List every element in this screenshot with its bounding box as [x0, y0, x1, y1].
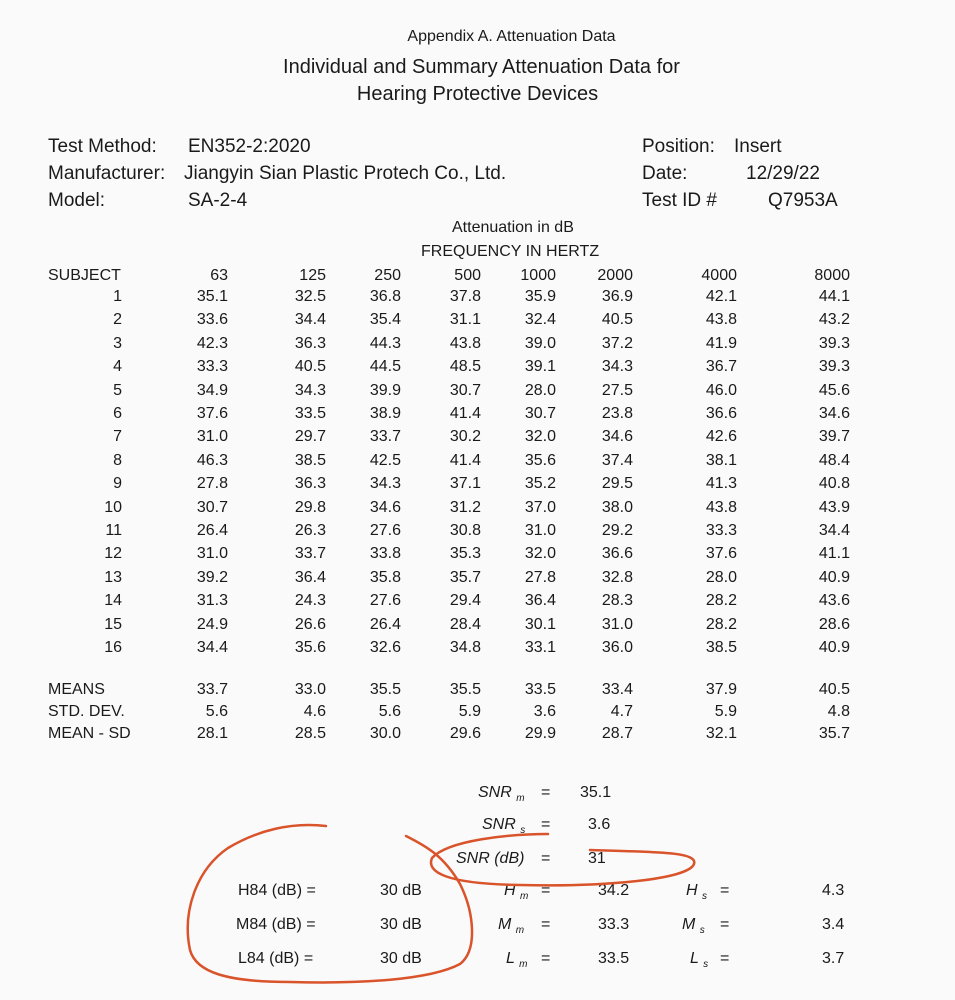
frequency-header-1000: 1000 [520, 267, 556, 284]
table-cell: 34.8 [449, 639, 481, 656]
table-cell: 28.0 [705, 568, 737, 586]
table-cell: 44.3 [369, 334, 401, 352]
title-line-1: Individual and Summary Attenuation Data for [283, 56, 680, 78]
stats-row-label: MEAN - SD [48, 725, 131, 742]
table-cell: 33.7 [369, 428, 401, 446]
table-cell: 30.7 [449, 381, 481, 399]
stats-cell: 4.7 [610, 703, 633, 720]
table-cell: 38.9 [369, 405, 401, 422]
table-cell: 39.9 [369, 381, 401, 399]
hs-label: H $_s$ [686, 882, 708, 903]
table-cell: 43.8 [705, 311, 737, 329]
table-cell: 30.1 [524, 615, 556, 633]
test-id-label: Test ID # [642, 190, 717, 211]
table-cell: 37.6 [705, 545, 737, 563]
subject-id: 4 [113, 358, 122, 376]
table-cell: 28.4 [449, 615, 481, 633]
table-cell: 38.5 [294, 451, 326, 469]
table-cell: 26.3 [294, 522, 326, 539]
table-cell: 32.6 [369, 639, 401, 656]
table-cell: 29.8 [294, 498, 326, 516]
table-cell: 40.5 [601, 311, 633, 329]
table-cell: 37.1 [449, 475, 481, 493]
snr-m-value: 35.1 [580, 784, 612, 801]
subject-id: 14 [104, 592, 122, 610]
snr-m-label: SNR $_m$ [478, 784, 525, 805]
hm-equals: = [541, 882, 551, 899]
l84-value: 30 dB [380, 950, 422, 967]
ls-value: 3.7 [822, 950, 845, 967]
table-cell: 36.7 [705, 358, 737, 376]
test-method-value: EN352-2:2020 [188, 136, 311, 157]
stats-cell: 4.6 [303, 703, 326, 720]
mm-equals: = [541, 916, 551, 933]
table-cell: 23.8 [601, 405, 633, 422]
subject-id: 11 [105, 522, 122, 539]
table-cell: 36.4 [524, 592, 556, 610]
table-cell: 46.0 [705, 381, 737, 399]
table-cell: 42.3 [196, 334, 228, 352]
stats-cell: 33.7 [196, 681, 228, 698]
table-cell: 28.2 [705, 615, 737, 633]
table-cell: 29.4 [449, 592, 481, 610]
ls-equals: = [720, 950, 730, 967]
position-label: Position: [642, 136, 715, 157]
table-cell: 37.8 [449, 288, 481, 305]
stats-cell: 5.9 [714, 703, 737, 720]
table-cell: 34.6 [818, 405, 850, 422]
stats-cell: 29.6 [449, 725, 481, 742]
table-caption-attenuation: Attenuation in dB [452, 219, 574, 236]
lm-equals: = [541, 950, 551, 967]
table-cell: 31.1 [449, 311, 481, 329]
stats-cell: 33.4 [601, 681, 633, 698]
table-cell: 39.3 [818, 358, 850, 376]
table-cell: 42.6 [705, 428, 737, 446]
stats-cell: 40.5 [818, 681, 850, 698]
annotation-loop-84 [188, 825, 472, 982]
table-cell: 35.3 [449, 545, 481, 563]
stats-cell: 28.5 [294, 725, 326, 742]
table-cell: 42.1 [705, 288, 737, 305]
table-cell: 24.9 [196, 615, 228, 633]
table-cell: 34.4 [196, 639, 228, 656]
table-cell: 33.8 [369, 545, 401, 563]
subject-id: 13 [104, 568, 122, 586]
table-cell: 35.4 [369, 311, 401, 329]
table-cell: 26.4 [369, 615, 401, 633]
table-cell: 31.0 [524, 522, 556, 539]
stats-cell: 29.9 [524, 725, 556, 742]
m84-value: 30 dB [380, 916, 422, 933]
mm-value: 33.3 [598, 916, 630, 933]
table-cell: 35.6 [294, 639, 326, 656]
table-cell: 31.3 [196, 592, 228, 610]
table-cell: 29.7 [294, 428, 326, 446]
table-cell: 38.0 [601, 498, 633, 516]
stats-cell: 28.1 [196, 725, 228, 742]
table-cell: 37.4 [601, 451, 633, 469]
frequency-header-250: 250 [374, 267, 401, 284]
stats-cell: 35.5 [369, 681, 401, 698]
table-cell: 39.0 [524, 334, 556, 352]
stats-cell: 32.1 [705, 725, 737, 742]
stats-cell: 35.7 [818, 725, 850, 742]
ls-label: L $_s$ [690, 950, 709, 971]
table-cell: 36.9 [601, 288, 633, 305]
m84-label: M84 (dB) = [236, 916, 316, 933]
table-cell: 27.6 [369, 592, 401, 610]
table-cell: 33.3 [705, 522, 737, 539]
table-cell: 34.6 [369, 498, 401, 516]
h84-label: H84 (dB) = [238, 882, 316, 899]
table-cell: 32.8 [601, 568, 633, 586]
table-cell: 41.1 [818, 545, 850, 563]
l84-label: L84 (dB) = [238, 950, 314, 967]
frequency-header-125: 125 [299, 267, 326, 284]
manufacturer-label: Manufacturer: [48, 163, 166, 184]
frequency-header-2000: 2000 [597, 267, 633, 284]
stats-cell: 4.8 [827, 703, 850, 720]
stats-cell: 30.0 [369, 725, 401, 742]
table-cell: 35.1 [196, 288, 228, 305]
table-cell: 27.6 [369, 522, 401, 539]
date-label: Date: [642, 163, 688, 184]
table-cell: 33.5 [294, 405, 326, 422]
subject-header: SUBJECT [48, 267, 121, 284]
snr-db-label: SNR (dB) [456, 850, 525, 867]
table-cell: 43.6 [818, 592, 850, 610]
table-cell: 31.0 [601, 615, 633, 633]
stats-cell: 5.6 [205, 703, 228, 720]
table-cell: 34.6 [601, 428, 633, 446]
subject-id: 7 [113, 428, 122, 446]
table-cell: 26.6 [294, 615, 326, 633]
table-cell: 27.8 [524, 568, 556, 586]
table-cell: 34.3 [601, 358, 633, 376]
frequency-header-8000: 8000 [814, 267, 850, 284]
date-value: 12/29/22 [746, 163, 820, 184]
table-cell: 37.6 [196, 405, 228, 422]
ms-value: 3.4 [822, 916, 845, 933]
table-cell: 29.2 [601, 522, 633, 539]
manufacturer-value: Jiangyin Sian Plastic Protech Co., Ltd. [184, 163, 507, 184]
table-cell: 34.4 [818, 522, 850, 539]
table-cell: 41.9 [705, 334, 737, 352]
subject-id: 10 [104, 498, 122, 516]
subject-id: 2 [113, 311, 122, 329]
table-cell: 38.1 [705, 451, 737, 469]
table-cell: 35.7 [449, 568, 481, 586]
table-cell: 34.4 [294, 311, 326, 329]
table-cell: 39.2 [196, 568, 228, 586]
table-cell: 37.0 [524, 498, 556, 516]
stats-cell: 37.9 [705, 681, 737, 698]
subject-id: 8 [113, 451, 122, 469]
table-cell: 30.7 [196, 498, 228, 516]
frequency-header-500: 500 [454, 267, 481, 284]
table-cell: 32.0 [524, 428, 556, 446]
snr-s-value: 3.6 [588, 816, 611, 833]
table-cell: 31.0 [196, 545, 228, 563]
position-value: Insert [734, 136, 782, 157]
subject-id: 5 [113, 381, 122, 399]
table-cell: 32.4 [524, 311, 556, 329]
table-cell: 46.3 [196, 451, 228, 469]
table-caption-frequency: FREQUENCY IN HERTZ [421, 243, 600, 260]
subject-id: 9 [113, 475, 122, 493]
table-cell: 38.5 [705, 639, 737, 656]
hm-value: 34.2 [598, 882, 630, 899]
table-cell: 40.5 [294, 358, 326, 376]
table-cell: 34.3 [369, 475, 401, 493]
hs-value: 4.3 [822, 882, 845, 899]
hs-equals: = [720, 882, 730, 899]
table-cell: 32.0 [524, 545, 556, 563]
table-cell: 35.8 [369, 568, 401, 586]
table-cell: 28.2 [705, 592, 737, 610]
subject-id: 1 [113, 288, 122, 305]
snr-m-equals: = [541, 784, 551, 801]
stats-cell: 5.6 [378, 703, 401, 720]
subject-id: 6 [113, 405, 122, 422]
stats-row-label: MEANS [48, 681, 105, 698]
snr-db-equals: = [541, 850, 551, 867]
table-cell: 40.9 [818, 639, 850, 656]
table-cell: 36.3 [294, 475, 326, 493]
table-cell: 32.5 [294, 288, 326, 305]
stats-row-label: STD. DEV. [48, 703, 125, 720]
table-cell: 35.6 [524, 451, 556, 469]
table-cell: 43.9 [818, 498, 850, 516]
ms-label: M $_s$ [682, 916, 705, 937]
lm-label: L $_m$ [506, 950, 528, 971]
table-cell: 43.8 [705, 498, 737, 516]
subject-id: 16 [104, 639, 122, 656]
subject-id: 12 [104, 545, 122, 563]
model-value: SA-2-4 [188, 190, 248, 211]
table-cell: 34.9 [196, 381, 228, 399]
table-cell: 42.5 [369, 451, 401, 469]
table-cell: 35.9 [524, 288, 556, 305]
hm-label: H $_m$ [504, 882, 529, 903]
table-cell: 34.3 [294, 381, 326, 399]
table-cell: 30.2 [449, 428, 481, 446]
table-cell: 36.4 [294, 568, 326, 586]
appendix-heading: Appendix A. Attenuation Data [407, 28, 616, 45]
stats-cell: 33.5 [524, 681, 556, 698]
table-cell: 31.0 [196, 428, 228, 446]
table-cell: 26.4 [196, 522, 228, 539]
test-id-value: Q7953A [768, 190, 838, 211]
table-cell: 36.8 [369, 288, 401, 305]
model-label: Model: [48, 190, 106, 211]
table-cell: 24.3 [294, 592, 326, 610]
subject-id: 3 [113, 334, 122, 352]
stats-cell: 5.9 [458, 703, 481, 720]
table-cell: 48.4 [818, 451, 850, 469]
table-cell: 40.8 [818, 475, 850, 493]
stats-cell: 28.7 [601, 725, 633, 742]
table-cell: 27.5 [601, 381, 633, 399]
table-cell: 39.7 [818, 428, 850, 446]
table-cell: 30.8 [449, 522, 481, 539]
table-cell: 41.3 [705, 475, 737, 493]
table-cell: 27.8 [196, 475, 228, 493]
table-cell: 35.2 [524, 475, 556, 493]
table-cell: 36.3 [294, 334, 326, 352]
table-cell: 43.2 [818, 311, 850, 329]
table-cell: 36.6 [705, 405, 737, 422]
table-cell: 28.0 [524, 381, 556, 399]
table-cell: 44.1 [818, 288, 850, 305]
snr-s-equals: = [541, 816, 551, 833]
h84-value: 30 dB [380, 882, 422, 899]
table-cell: 33.1 [524, 639, 556, 656]
table-cell: 39.1 [524, 358, 556, 376]
table-cell: 44.5 [369, 358, 401, 376]
table-cell: 48.5 [449, 358, 481, 376]
table-cell: 31.2 [449, 498, 481, 516]
table-cell: 30.7 [524, 405, 556, 422]
frequency-header-63: 63 [210, 267, 228, 284]
table-cell: 41.4 [449, 405, 481, 422]
table-cell: 36.0 [601, 639, 633, 656]
test-method-label: Test Method: [48, 136, 157, 157]
table-cell: 43.8 [449, 334, 481, 352]
table-cell: 36.6 [601, 545, 633, 563]
table-cell: 33.6 [196, 311, 228, 329]
stats-cell: 33.0 [294, 681, 326, 698]
subject-id: 15 [104, 615, 122, 633]
frequency-header-4000: 4000 [701, 267, 737, 284]
table-cell: 45.6 [818, 381, 850, 399]
lm-value: 33.5 [598, 950, 630, 967]
table-cell: 39.3 [818, 334, 850, 352]
snr-db-value: 31 [588, 850, 606, 867]
stats-cell: 35.5 [449, 681, 481, 698]
table-cell: 29.5 [601, 475, 633, 493]
mm-label: M $_m$ [498, 916, 525, 937]
table-cell: 33.3 [196, 358, 228, 376]
title-line-2: Hearing Protective Devices [356, 83, 599, 105]
ms-equals: = [720, 916, 730, 933]
snr-s-label: SNR $_s$ [482, 816, 526, 837]
stats-cell: 3.6 [533, 703, 556, 720]
table-cell: 41.4 [449, 451, 481, 469]
table-cell: 33.7 [294, 545, 326, 563]
annotation-loop-snr [431, 834, 694, 885]
table-cell: 28.3 [601, 592, 633, 610]
table-cell: 28.6 [818, 615, 850, 633]
table-cell: 37.2 [601, 334, 633, 352]
table-cell: 40.9 [818, 568, 850, 586]
